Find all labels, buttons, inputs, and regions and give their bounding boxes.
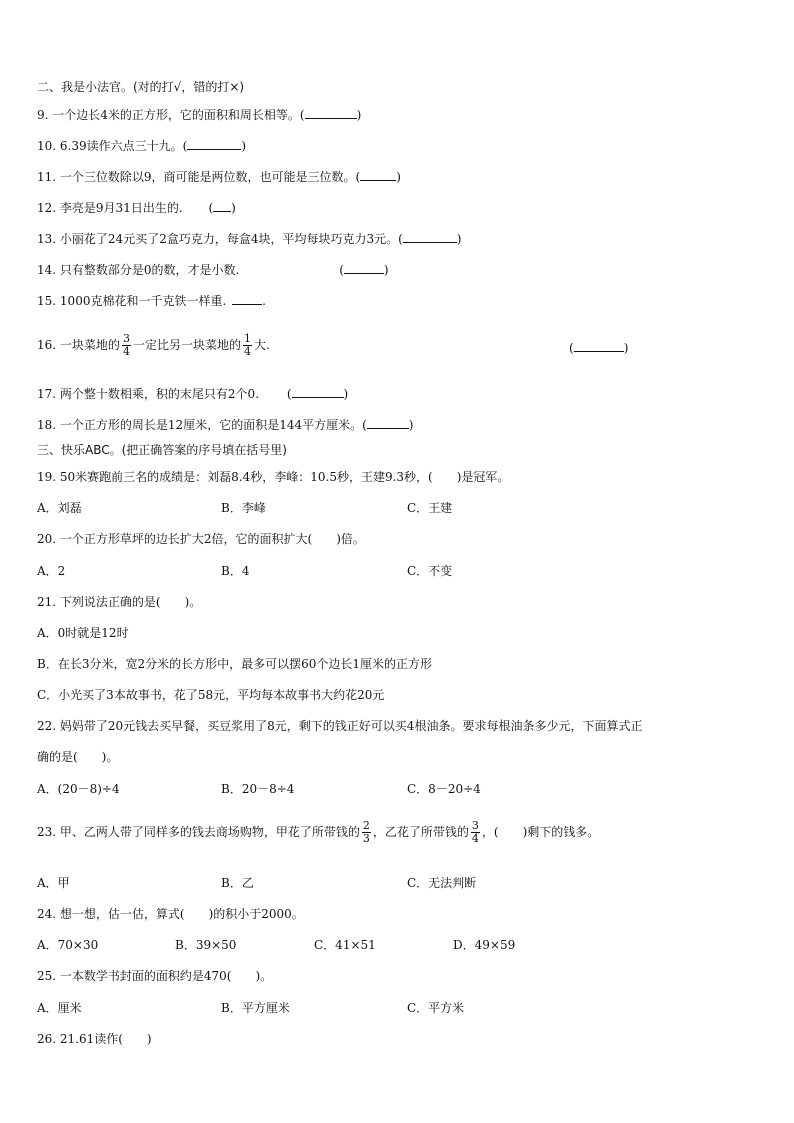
section-3-heading: 三、快乐ABC。(把正确答案的序号填在括号里) [37,443,287,457]
question-number: 9. [37,108,49,122]
option-b[interactable]: B．在长3分米，宽2分米的长方形中，最多可以摆60个边长1厘米的正方形 [37,657,432,671]
option-b[interactable]: B．4 [221,564,250,578]
fraction-3-4: $\frac{3}{4}$ [122,332,130,358]
option-a[interactable]: A．刘磊 [37,501,82,515]
answer-blank[interactable] [367,416,409,429]
answer-blank[interactable] [232,292,262,305]
question-9: 9. 一个边长4米的正方形，它的面积和周长相等。( ) [37,108,362,122]
option-b[interactable]: B．李峰 [221,501,266,515]
answer-blank[interactable] [187,137,241,150]
question-16: 16. 一块菜地的 $\frac{3}{4}$ 一定比另一块菜地的 $\frac{1}{4}$ 大. [37,332,270,358]
option-a[interactable]: A．70×30 [37,938,99,952]
option-b[interactable]: B．20－8÷4 [221,782,295,796]
question-12: 12. 李亮是9月31日出生的. ( ) [37,201,236,215]
question-25: 25. 一本数学书封面的面积约是470( )。 [37,969,273,983]
option-c[interactable]: C．平方米 [407,1001,465,1015]
option-c[interactable]: C．不变 [407,564,453,578]
option-a[interactable]: A．(20－8)÷4 [37,782,120,796]
question-16-answer: ( ) [569,341,629,355]
option-a[interactable]: A．厘米 [37,1001,82,1015]
question-text: 一个边长4米的正方形，它的面积和周长相等。( [52,108,305,122]
fraction-1-4: $\frac{1}{4}$ [243,332,251,358]
question-11: 11. 一个三位数除以9，商可能是两位数，也可能是三位数。( ) [37,170,401,184]
answer-blank[interactable] [305,106,357,119]
option-b[interactable]: B．39×50 [175,938,237,952]
answer-blank[interactable] [403,230,457,243]
option-a[interactable]: A．2 [37,564,66,578]
option-b[interactable]: B．平方厘米 [221,1001,290,1015]
question-22-cont: 确的是( )。 [37,750,119,764]
option-c[interactable]: C．王建 [407,501,453,515]
option-c[interactable]: C．小光买了3本故事书，花了58元，平均每本故事书大约花20元 [37,688,385,702]
option-c[interactable]: C．41×51 [314,938,376,952]
question-21: 21. 下列说法正确的是( )。 [37,595,202,609]
question-23: 23. 甲、乙两人带了同样多的钱去商场购物，甲花了所带钱的 $\frac{2}{3}$ ，乙花了所带钱的 $\frac{3}{4}$ ，( )剩下的钱多。 [37,819,600,845]
question-15: 15. 1000克棉花和一千克铁一样重. . [37,294,266,308]
option-a[interactable]: A．0时就是12时 [37,626,129,640]
question-14: 14. 只有整数部分是0的数，才是小数. ( ) [37,263,389,277]
question-18: 18. 一个正方形的周长是12厘米，它的面积是144平方厘米。( ) [37,418,414,432]
question-24: 24. 想一想，估一估，算式( )的积小于2000。 [37,907,304,921]
answer-blank[interactable] [213,199,231,212]
question-13: 13. 小丽花了24元买了2盒巧克力，每盒4块，平均每块巧克力3元。( ) [37,232,462,246]
fraction-3-4: $\frac{3}{4}$ [471,819,479,845]
answer-blank[interactable] [360,168,396,181]
answer-blank[interactable] [574,339,624,352]
question-17: 17. 两个整十数相乘，积的末尾只有2个0. ( ) [37,387,349,401]
section-2-heading: 二、我是小法官。(对的打√，错的打×) [37,80,245,94]
question-22: 22. 妈妈带了20元钱去买早餐，买豆浆用了8元，剩下的钱正好可以买4根油条。要求每根油条多少元，下面算式正 [37,719,643,733]
option-c[interactable]: C．8－20÷4 [407,782,481,796]
option-c[interactable]: C．无法判断 [407,876,477,890]
question-26: 26. 21.61读作( ) [37,1032,152,1046]
question-20: 20. 一个正方形草坪的边长扩大2倍，它的面积扩大( )倍。 [37,532,365,546]
fraction-2-3: $\frac{2}{3}$ [362,819,370,845]
answer-blank[interactable] [344,261,384,274]
answer-blank[interactable] [292,385,344,398]
option-b[interactable]: B．乙 [221,876,254,890]
question-10: 10. 6.39读作六点三十九。( ) [37,139,247,153]
question-19: 19. 50米赛跑前三名的成绩是：刘磊8.4秒，李峰：10.5秒，王建9.3秒，( )是冠军。 [37,470,510,484]
option-a[interactable]: A．甲 [37,876,70,890]
option-d[interactable]: D．49×59 [453,938,516,952]
